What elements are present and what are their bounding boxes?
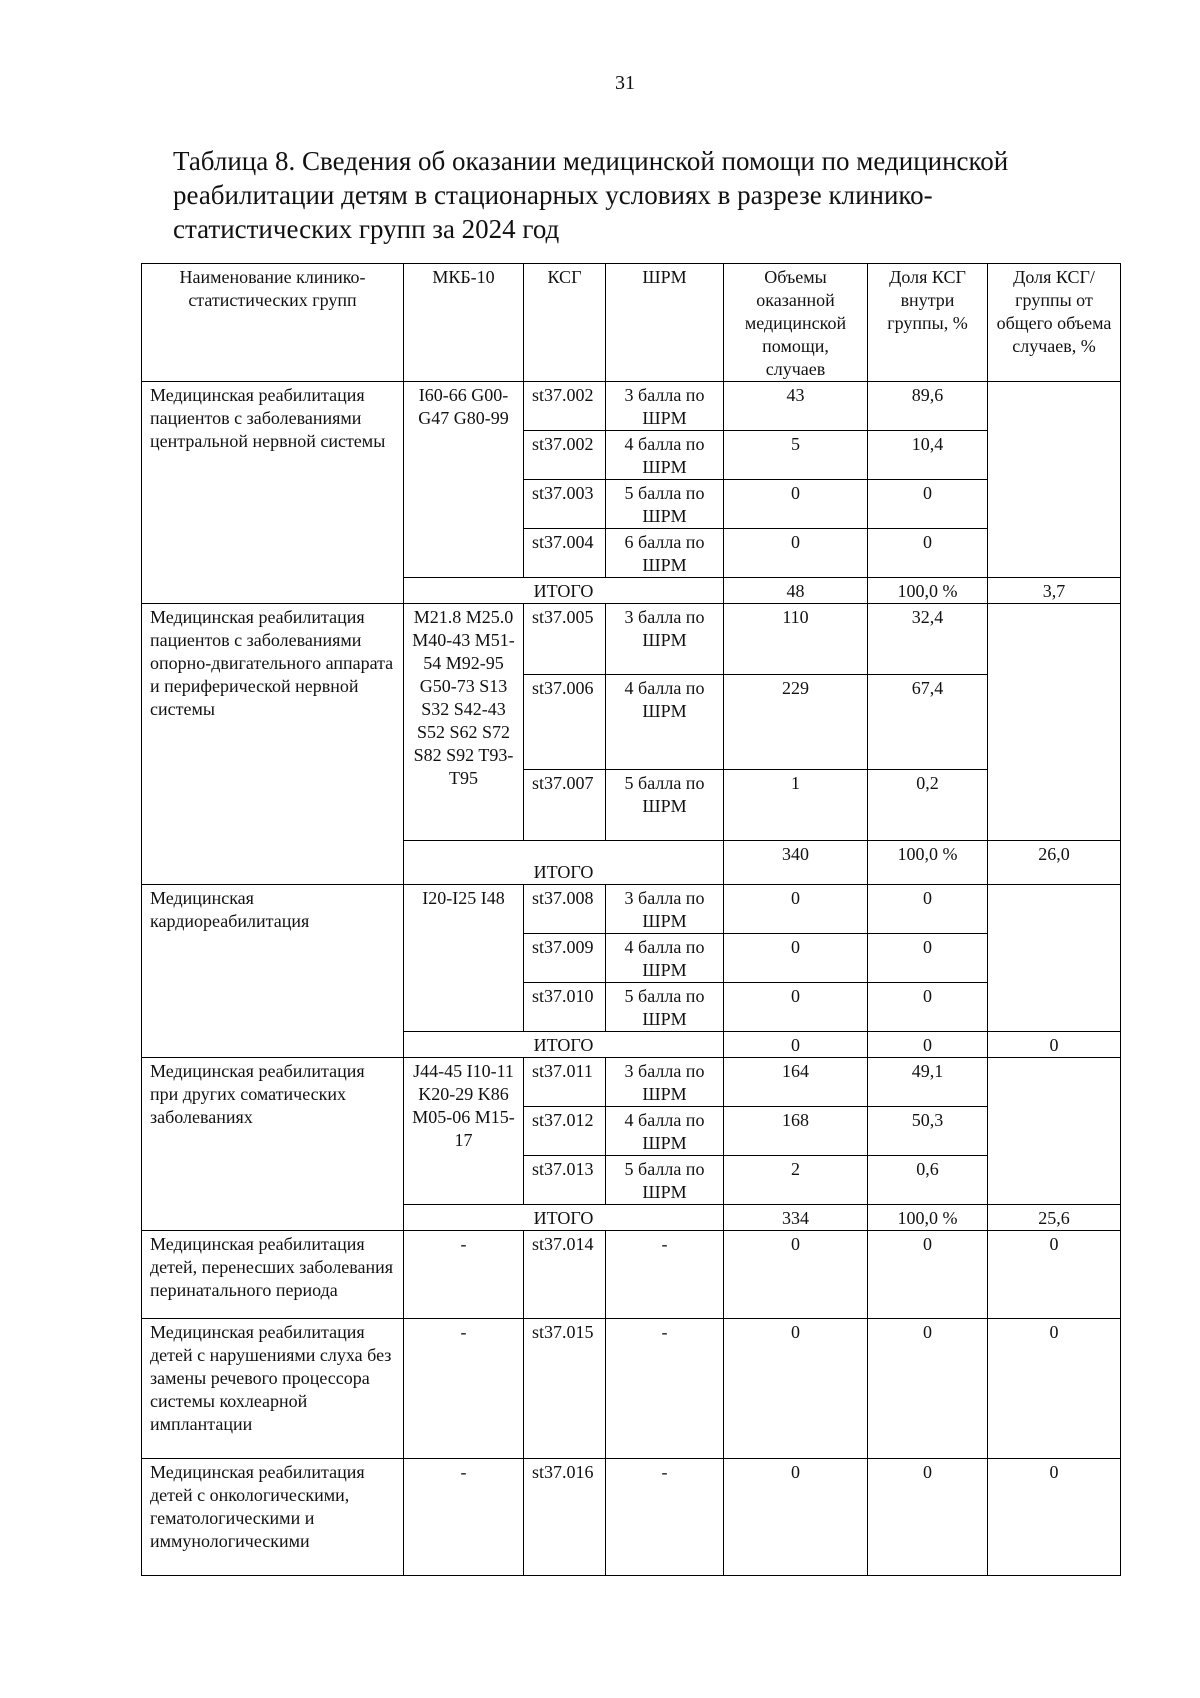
share-total-cell: 0 [988,1319,1121,1459]
mkb-codes-cell: - [404,1459,524,1576]
header-share-in-group: Доля КСГ внутри группы, % [868,264,988,382]
table-row [142,1058,1121,1107]
total-label-cell: ИТОГО [404,841,724,885]
ksg-code-cell: st37.002 [524,382,606,431]
ksg-code-cell: st37.015 [524,1319,606,1459]
total-share-cell: 100,0 % [868,1205,988,1231]
page-number: 31 [615,72,635,94]
volume-cell: 110 [724,604,868,675]
shrm-score-cell: - [606,1459,724,1576]
table-row [142,885,1121,934]
shrm-score-cell: 5 балла по ШРМ [606,770,724,841]
total-share-cell: 100,0 % [868,841,988,885]
shrm-score-cell: - [606,1319,724,1459]
share-in-group-cell: 67,4 [868,675,988,770]
ksg-code-cell: st37.005 [524,604,606,675]
table-row [142,604,1121,675]
share-in-group-cell: 0 [868,1231,988,1319]
table-title: Таблица 8. Сведения об оказании медицинской помощи по медицинской реабилитации детям в стационарных условиях в разрезе клинико-статистических групп за 2024 год [173,146,1009,244]
share-in-group-cell: 49,1 [868,1058,988,1107]
total-share-total-cell: 26,0 [988,841,1121,885]
share-in-group-cell: 0 [868,480,988,529]
volume-cell: 168 [724,1107,868,1156]
share-in-group-cell: 0 [868,1319,988,1459]
ksg-code-cell: st37.012 [524,1107,606,1156]
shrm-score-cell: 4 балла по ШРМ [606,675,724,770]
total-share-total-cell: 0 [988,1032,1121,1058]
volume-cell: 164 [724,1058,868,1107]
ksg-code-cell: st37.016 [524,1459,606,1576]
total-label-cell: ИТОГО [404,1032,724,1058]
header-mkb: МКБ-10 [404,264,524,382]
group-name-cell: Медицинская кардиореабилитация [142,885,404,1058]
total-label-cell: ИТОГО [404,578,724,604]
ksg-code-cell: st37.008 [524,885,606,934]
total-share-cell: 100,0 % [868,578,988,604]
share-in-group-cell: 0 [868,934,988,983]
share-in-group-cell: 0 [868,529,988,578]
shrm-score-cell: 3 балла по ШРМ [606,885,724,934]
mkb-codes-cell: I20-I25 I48 [404,885,524,1032]
total-volume-cell: 48 [724,578,868,604]
header-shrm: ШРМ [606,264,724,382]
share-in-group-cell: 32,4 [868,604,988,675]
shrm-score-cell: 5 балла по ШРМ [606,983,724,1032]
group-name-cell: Медицинская реабилитация детей с нарушениями слуха без замены речевого процессора системы кохлеарной имплантации [142,1319,404,1459]
shrm-score-cell: 4 балла по ШРМ [606,431,724,480]
total-share-cell: 0 [868,1032,988,1058]
share-total-empty-cell [988,604,1121,841]
volume-cell: 0 [724,885,868,934]
share-in-group-cell: 0 [868,885,988,934]
header-volume: Объемы оказанной медицинской помощи, случаев [724,264,868,382]
header-share-total: Доля КСГ/группы от общего объема случаев, % [988,264,1121,382]
ksg-code-cell: st37.006 [524,675,606,770]
share-in-group-cell: 0,2 [868,770,988,841]
volume-cell: 0 [724,1459,868,1576]
mkb-codes-cell: M21.8 M25.0 M40-43 M51-54 M92-95 G50-73 S13 S32 S42-43 S52 S62 S72 S82 S92 T93-T95 [404,604,524,841]
shrm-score-cell: 5 балла по ШРМ [606,1156,724,1205]
total-label-cell: ИТОГО [404,1205,724,1231]
shrm-score-cell: 3 балла по ШРМ [606,604,724,675]
table-row [142,1231,1121,1319]
table-row [142,1319,1121,1459]
shrm-score-cell: 3 балла по ШРМ [606,382,724,431]
table-row [142,382,1121,431]
share-in-group-cell: 0 [868,1459,988,1576]
header-name: Наименование клинико-статистических групп [142,264,404,382]
mkb-codes-cell: - [404,1231,524,1319]
group-name-cell: Медицинская реабилитация пациентов с заболеваниями опорно-двигательного аппарата и периферической нервной системы [142,604,404,885]
shrm-score-cell: 6 балла по ШРМ [606,529,724,578]
total-volume-cell: 340 [724,841,868,885]
share-total-empty-cell [988,1058,1121,1205]
total-share-total-cell: 3,7 [988,578,1121,604]
header-ksg: КСГ [524,264,606,382]
ksg-code-cell: st37.014 [524,1231,606,1319]
volume-cell: 229 [724,675,868,770]
share-in-group-cell: 50,3 [868,1107,988,1156]
mkb-codes-cell: - [404,1319,524,1459]
volume-cell: 0 [724,983,868,1032]
total-volume-cell: 0 [724,1032,868,1058]
volume-cell: 0 [724,529,868,578]
group-name-cell: Медицинская реабилитация при других соматических заболеваниях [142,1058,404,1231]
shrm-score-cell: 3 балла по ШРМ [606,1058,724,1107]
ksg-code-cell: st37.002 [524,431,606,480]
total-share-total-cell: 25,6 [988,1205,1121,1231]
table-row [142,1459,1121,1576]
volume-cell: 2 [724,1156,868,1205]
share-in-group-cell: 0 [868,983,988,1032]
ksg-code-cell: st37.010 [524,983,606,1032]
group-name-cell: Медицинская реабилитация детей, перенесших заболевания перинатального периода [142,1231,404,1319]
shrm-score-cell: 4 балла по ШРМ [606,1107,724,1156]
volume-cell: 0 [724,1231,868,1319]
share-total-cell: 0 [988,1459,1121,1576]
share-total-empty-cell [988,382,1121,578]
group-name-cell: Медицинская реабилитация пациентов с заболеваниями центральной нервной системы [142,382,404,604]
shrm-score-cell: 4 балла по ШРМ [606,934,724,983]
shrm-score-cell: 5 балла по ШРМ [606,480,724,529]
volume-cell: 0 [724,934,868,983]
share-in-group-cell: 0,6 [868,1156,988,1205]
volume-cell: 1 [724,770,868,841]
mkb-codes-cell: I60-66 G00-G47 G80-99 [404,382,524,578]
ksg-code-cell: st37.003 [524,480,606,529]
ksg-code-cell: st37.011 [524,1058,606,1107]
shrm-score-cell: - [606,1231,724,1319]
volume-cell: 43 [724,382,868,431]
volume-cell: 0 [724,480,868,529]
ksg-code-cell: st37.013 [524,1156,606,1205]
header-row [142,264,1121,382]
share-in-group-cell: 10,4 [868,431,988,480]
group-name-cell: Медицинская реабилитация детей с онкологическими, гематологическими и иммунологическими [142,1459,404,1576]
table-body [142,264,1121,1576]
rehabilitation-table [141,263,1121,1576]
share-total-cell: 0 [988,1231,1121,1319]
volume-cell: 0 [724,1319,868,1459]
volume-cell: 5 [724,431,868,480]
mkb-codes-cell: J44-45 I10-11 K20-29 K86 M05-06 M15-17 [404,1058,524,1205]
ksg-code-cell: st37.004 [524,529,606,578]
total-volume-cell: 334 [724,1205,868,1231]
share-in-group-cell: 89,6 [868,382,988,431]
share-total-empty-cell [988,885,1121,1032]
ksg-code-cell: st37.009 [524,934,606,983]
ksg-code-cell: st37.007 [524,770,606,841]
